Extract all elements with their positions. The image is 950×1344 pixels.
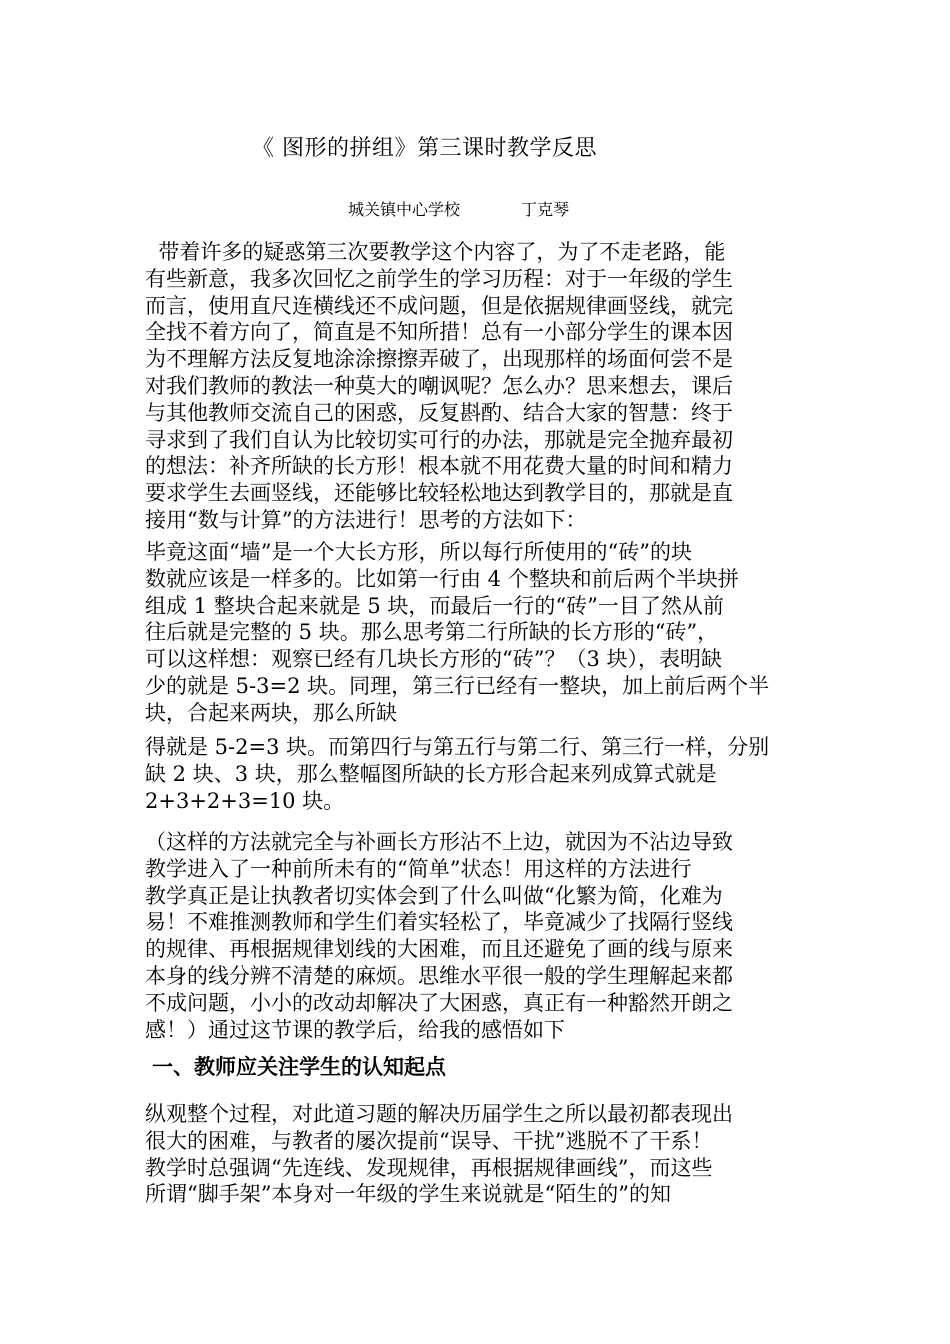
paragraph-line: 要求学生去画竖线，还能够比较轻松地达到教学目的，那就是直	[145, 481, 733, 506]
paragraph-line: 有些新意，我多次回忆之前学生的学习历程：对于一年级的学生	[145, 266, 733, 291]
author-name: 丁克琴	[521, 200, 570, 219]
document-title: 《 图形的拼组》第三课时教学反思	[252, 136, 597, 161]
author-line	[348, 198, 569, 222]
paragraph-line: 为不理解方法反复地涂涂擦擦弄破了，出现那样的场面何尝不是	[145, 347, 733, 372]
paragraph-line: 全找不着方向了，简直是不知所措！总有一小部分学生的课本因	[145, 320, 733, 345]
paragraph-line: 带着许多的疑惑第三次要教学这个内容了，为了不走老路，能	[145, 240, 726, 264]
paragraph-line: 的规律、再根据规律划线的大困难，而且还避免了画的线与原来	[145, 937, 733, 962]
paragraph-line: 很大的困难，与教者的屡次提前“误导、干扰”逃脱不了干系！	[145, 1128, 713, 1153]
paragraph-line: 接用“数与计算”的方法进行！思考的方法如下：	[145, 507, 587, 532]
paragraph-line: 易！不难推测教师和学生们着实轻松了，毕竟减少了找隔行竖线	[145, 910, 733, 935]
paragraph-3	[145, 734, 813, 814]
paragraph-line: 可以这样想：观察已经有几块长方形的“砖”？（3 块），表明缺	[145, 647, 723, 672]
section-heading-1: 一、教师应关注学生的认知起点	[152, 1054, 446, 1079]
paragraph-line: 数就应该是一样多的。比如第一行由 4 个整块和前后两个半块拼	[145, 566, 739, 591]
paragraph-line: 教学时总强调“先连线、发现规律，再根据规律画线”，而这些	[145, 1155, 713, 1180]
paragraph-line: 毕竟这面“墙”是一个大长方形，所以每行所使用的“砖”的块	[145, 540, 692, 564]
paragraph-line: 而言，使用直尺连横线还不成问题，但是依据规律画竖线，就完	[145, 293, 733, 318]
paragraph-line: （这样的方法就完全与补画长方形沾不上边，就因为不沾边导致	[145, 830, 733, 854]
paragraph-line: 所谓“脚手架”本身对一年级的学生来说就是“陌生的”的知	[145, 1182, 671, 1207]
paragraph-line: 纵观整个过程，对此道习题的解决历届学生之所以最初都表现出	[145, 1102, 733, 1126]
paragraph-2	[145, 539, 813, 727]
paragraph-line: 对我们教师的教法一种莫大的嘲讽呢？怎么办？思来想去，课后	[145, 373, 733, 398]
paragraph-line: 组成 1 整块合起来就是 5 块，而最后一行的“砖”一目了然从前	[145, 593, 724, 618]
paragraph-line: 2+3+2+3=10 块。	[145, 788, 345, 813]
paragraph-line: 少的就是 5-3=2 块。同理，第三行已经有一整块，加上前后两个半	[145, 673, 770, 698]
paragraph-line: 感！）通过这节课的教学后，给我的感悟如下	[145, 1017, 565, 1042]
paragraph-line: 往后就是完整的 5 块。那么思考第二行所缺的长方形的“砖”，	[145, 620, 719, 645]
paragraph-line: 教学真正是让执教者切实体会到了什么叫做“化繁为简，化难为	[145, 883, 723, 908]
paragraph-line: 教学进入了一种前所未有的“简单”状态！用这样的方法进行	[145, 856, 692, 881]
paragraph-line: 本身的线分辨不清楚的麻烦。思维水平很一般的学生理解起来都	[145, 963, 733, 988]
paragraph-line: 缺 2 块、3 块，那么整幅图所缺的长方形合起来列成算式就是	[145, 761, 717, 786]
paragraph-line: 不成问题，小小的改动却解决了大困惑，真正有一种豁然开朗之	[145, 990, 733, 1015]
paragraph-line: 寻求到了我们自认为比较切实可行的办法，那就是完全抛弃最初	[145, 427, 733, 452]
paragraph-line: 块，合起来两块，那么所缺	[145, 700, 397, 725]
paragraph-line: 的想法：补齐所缺的长方形！根本就不用花费大量的时间和精力	[145, 454, 733, 479]
paragraph-4	[145, 829, 813, 1043]
school-name: 城关镇中心学校	[348, 200, 461, 219]
paragraph-line: 得就是 5-2=3 块。而第四行与第五行与第二行、第三行一样，分别	[145, 735, 770, 759]
paragraph-1	[145, 239, 813, 534]
paragraph-line: 与其他教师交流自己的困惑，反复斟酌、结合大家的智慧：终于	[145, 400, 733, 425]
paragraph-5	[145, 1101, 813, 1208]
